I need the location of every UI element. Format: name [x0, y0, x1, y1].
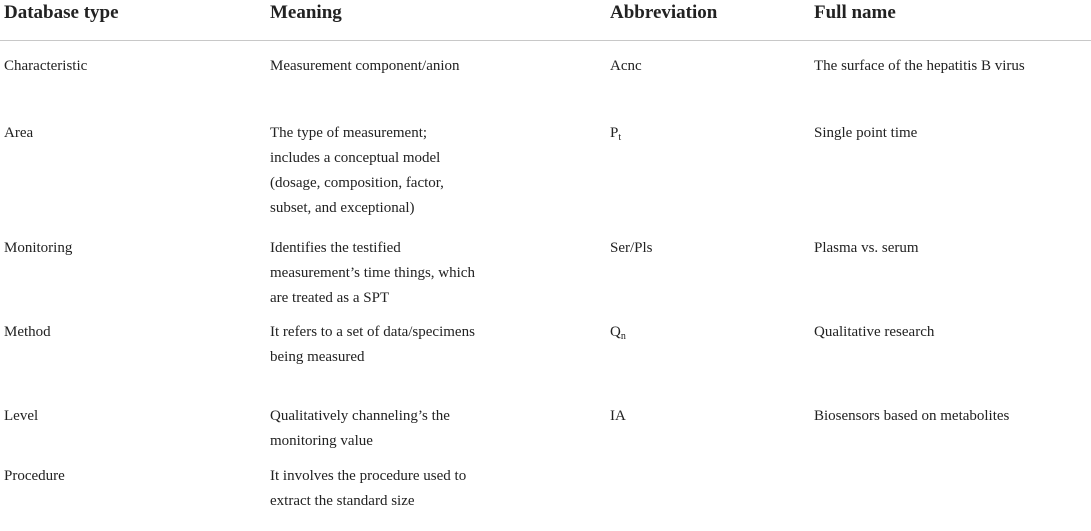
header-database-type: Database type — [4, 2, 119, 23]
abbreviation-text: P — [610, 125, 619, 141]
cell-meaning: The type of measurement; includes a conceptual model (dosage, composition, factor, subset, and exceptional) — [270, 125, 444, 216]
cell-meaning: Qualitatively channeling’s the monitoring value — [270, 408, 450, 449]
cell-full-name: Biosensors based on metabolites — [814, 408, 1010, 424]
cell-database-type: Characteristic — [4, 58, 88, 74]
abbreviation-subscript: t — [618, 132, 622, 143]
cell-meaning: It involves the procedure used to extract the standard size — [270, 468, 467, 509]
cell-meaning: It refers to a set of data/specimens being measured — [270, 324, 475, 365]
table-row — [0, 391, 1091, 451]
header-meaning: Meaning — [270, 2, 342, 23]
header-full-name: Full name — [814, 2, 896, 23]
cell-database-type: Level — [4, 408, 39, 424]
table-header — [0, 0, 1091, 41]
table-row — [0, 108, 1091, 223]
cell-full-name: The surface of the hepatitis B virus — [814, 58, 1025, 74]
abbreviation-text: Acnc — [610, 58, 642, 74]
table-row — [0, 223, 1091, 307]
cell-abbreviation — [610, 320, 626, 345]
cell-abbreviation — [610, 404, 626, 429]
cell-meaning: Identifies the testified measurement’s time things, which are treated as a SPT — [270, 240, 475, 306]
cell-abbreviation — [610, 121, 621, 146]
abbreviation-text: IA — [610, 408, 626, 424]
cell-abbreviation — [610, 236, 653, 261]
cell-abbreviation — [610, 54, 642, 79]
table-row — [0, 451, 1091, 531]
cell-full-name: Single point time — [814, 125, 918, 141]
cell-meaning: Measurement component/anion — [270, 58, 460, 74]
abbreviation-text: Q — [610, 324, 621, 340]
table-row — [0, 307, 1091, 391]
abbreviation-text: Ser/Pls — [610, 240, 653, 256]
cell-database-type: Procedure — [4, 468, 65, 484]
header-abbreviation: Abbreviation — [610, 2, 718, 23]
cell-full-name: Plasma vs. serum — [814, 240, 919, 256]
cell-full-name: Qualitative research — [814, 324, 935, 340]
table-row — [0, 41, 1091, 108]
cell-database-type: Method — [4, 324, 51, 340]
cell-database-type: Monitoring — [4, 240, 73, 256]
cell-database-type: Area — [4, 125, 34, 141]
abbreviation-subscript: n — [620, 331, 626, 342]
